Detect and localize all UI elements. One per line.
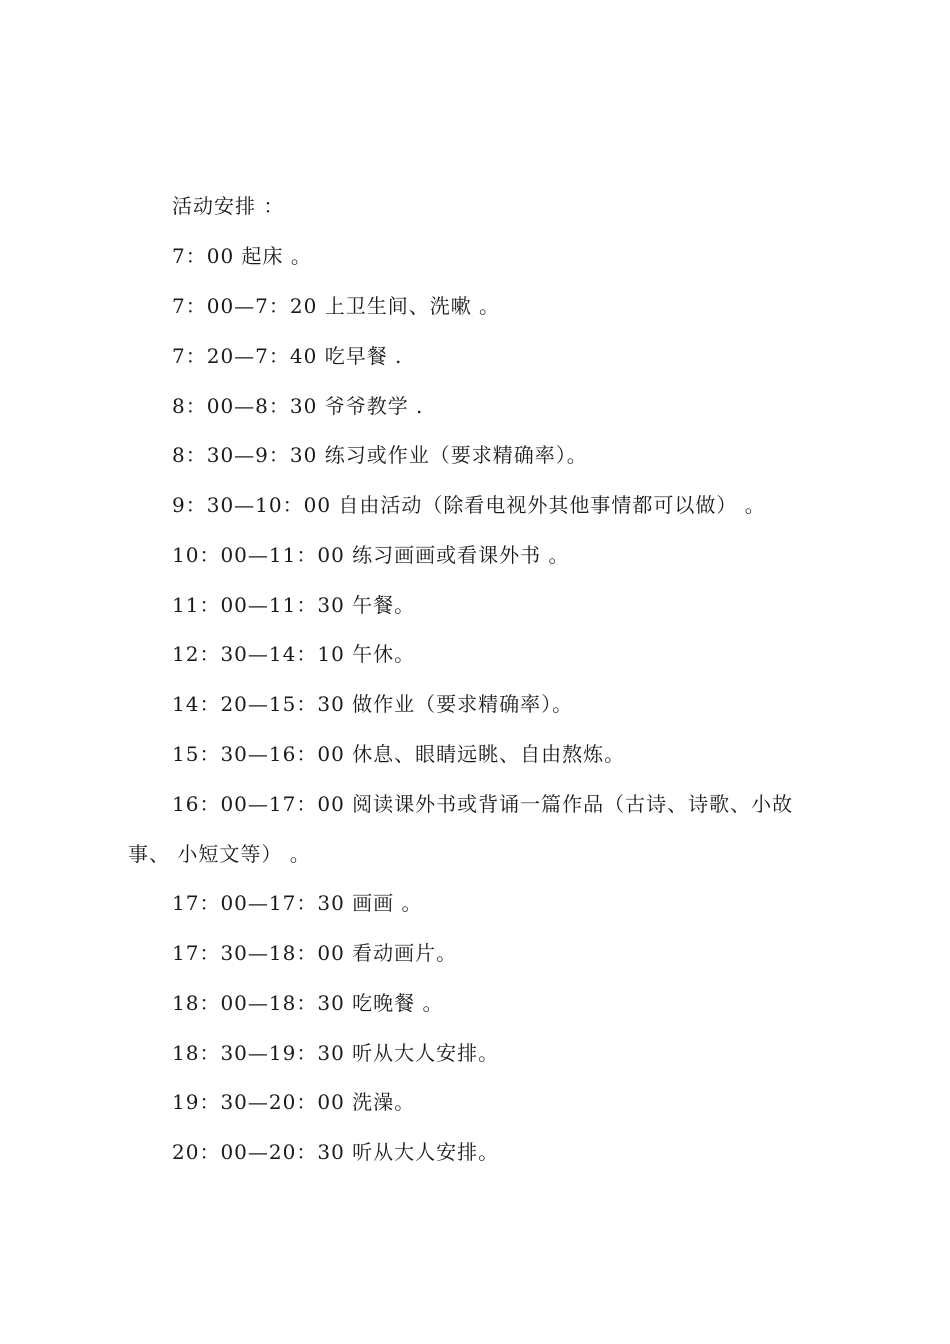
schedule-item: 11：00—11：30 午餐。: [172, 593, 416, 617]
schedule-item: 7：00—7：20 上卫生间、洗嗽 。: [172, 294, 501, 318]
schedule-item: 9：30—10：00 自由活动（除看电视外其他事情都可以做） 。: [172, 493, 766, 517]
schedule-item: 10：00—11：00 练习画画或看课外书 。: [172, 543, 570, 567]
schedule-item: 15：30—16：00 休息、眼睛远眺、自由熬炼。: [172, 742, 626, 766]
schedule-item: 7：00 起床 。: [172, 244, 312, 268]
schedule-item: 7：20—7：40 吃早餐 .: [172, 344, 403, 368]
schedule-item: 12：30—14：10 午休。: [172, 642, 416, 666]
schedule-item: 14：20—15：30 做作业（要求精确率）。: [172, 692, 574, 716]
schedule-item: 8：00—8：30 爷爷教学 .: [172, 394, 424, 418]
schedule-item: 18：00—18：30 吃晚餐 。: [172, 991, 444, 1015]
schedule-item: 17：00—17：30 画画 。: [172, 891, 423, 915]
schedule-item: 16：00—17：00 阅读课外书或背诵一篇作品（古诗、诗歌、小故: [172, 792, 794, 816]
schedule-item: 17：30—18：00 看动画片。: [172, 941, 458, 965]
schedule-item: 19：30—20：00 洗澡。: [172, 1090, 416, 1114]
schedule-item: 8：30—9：30 练习或作业（要求精确率）。: [172, 443, 588, 467]
schedule-item: 18：30—19：30 听从大人安排。: [172, 1041, 500, 1065]
schedule-item: 20：00—20：30 听从大人安排。: [172, 1140, 500, 1164]
schedule-heading: 活动安排 ：: [172, 194, 285, 218]
schedule-item-continued: 事、 小短文等） 。: [128, 842, 311, 866]
